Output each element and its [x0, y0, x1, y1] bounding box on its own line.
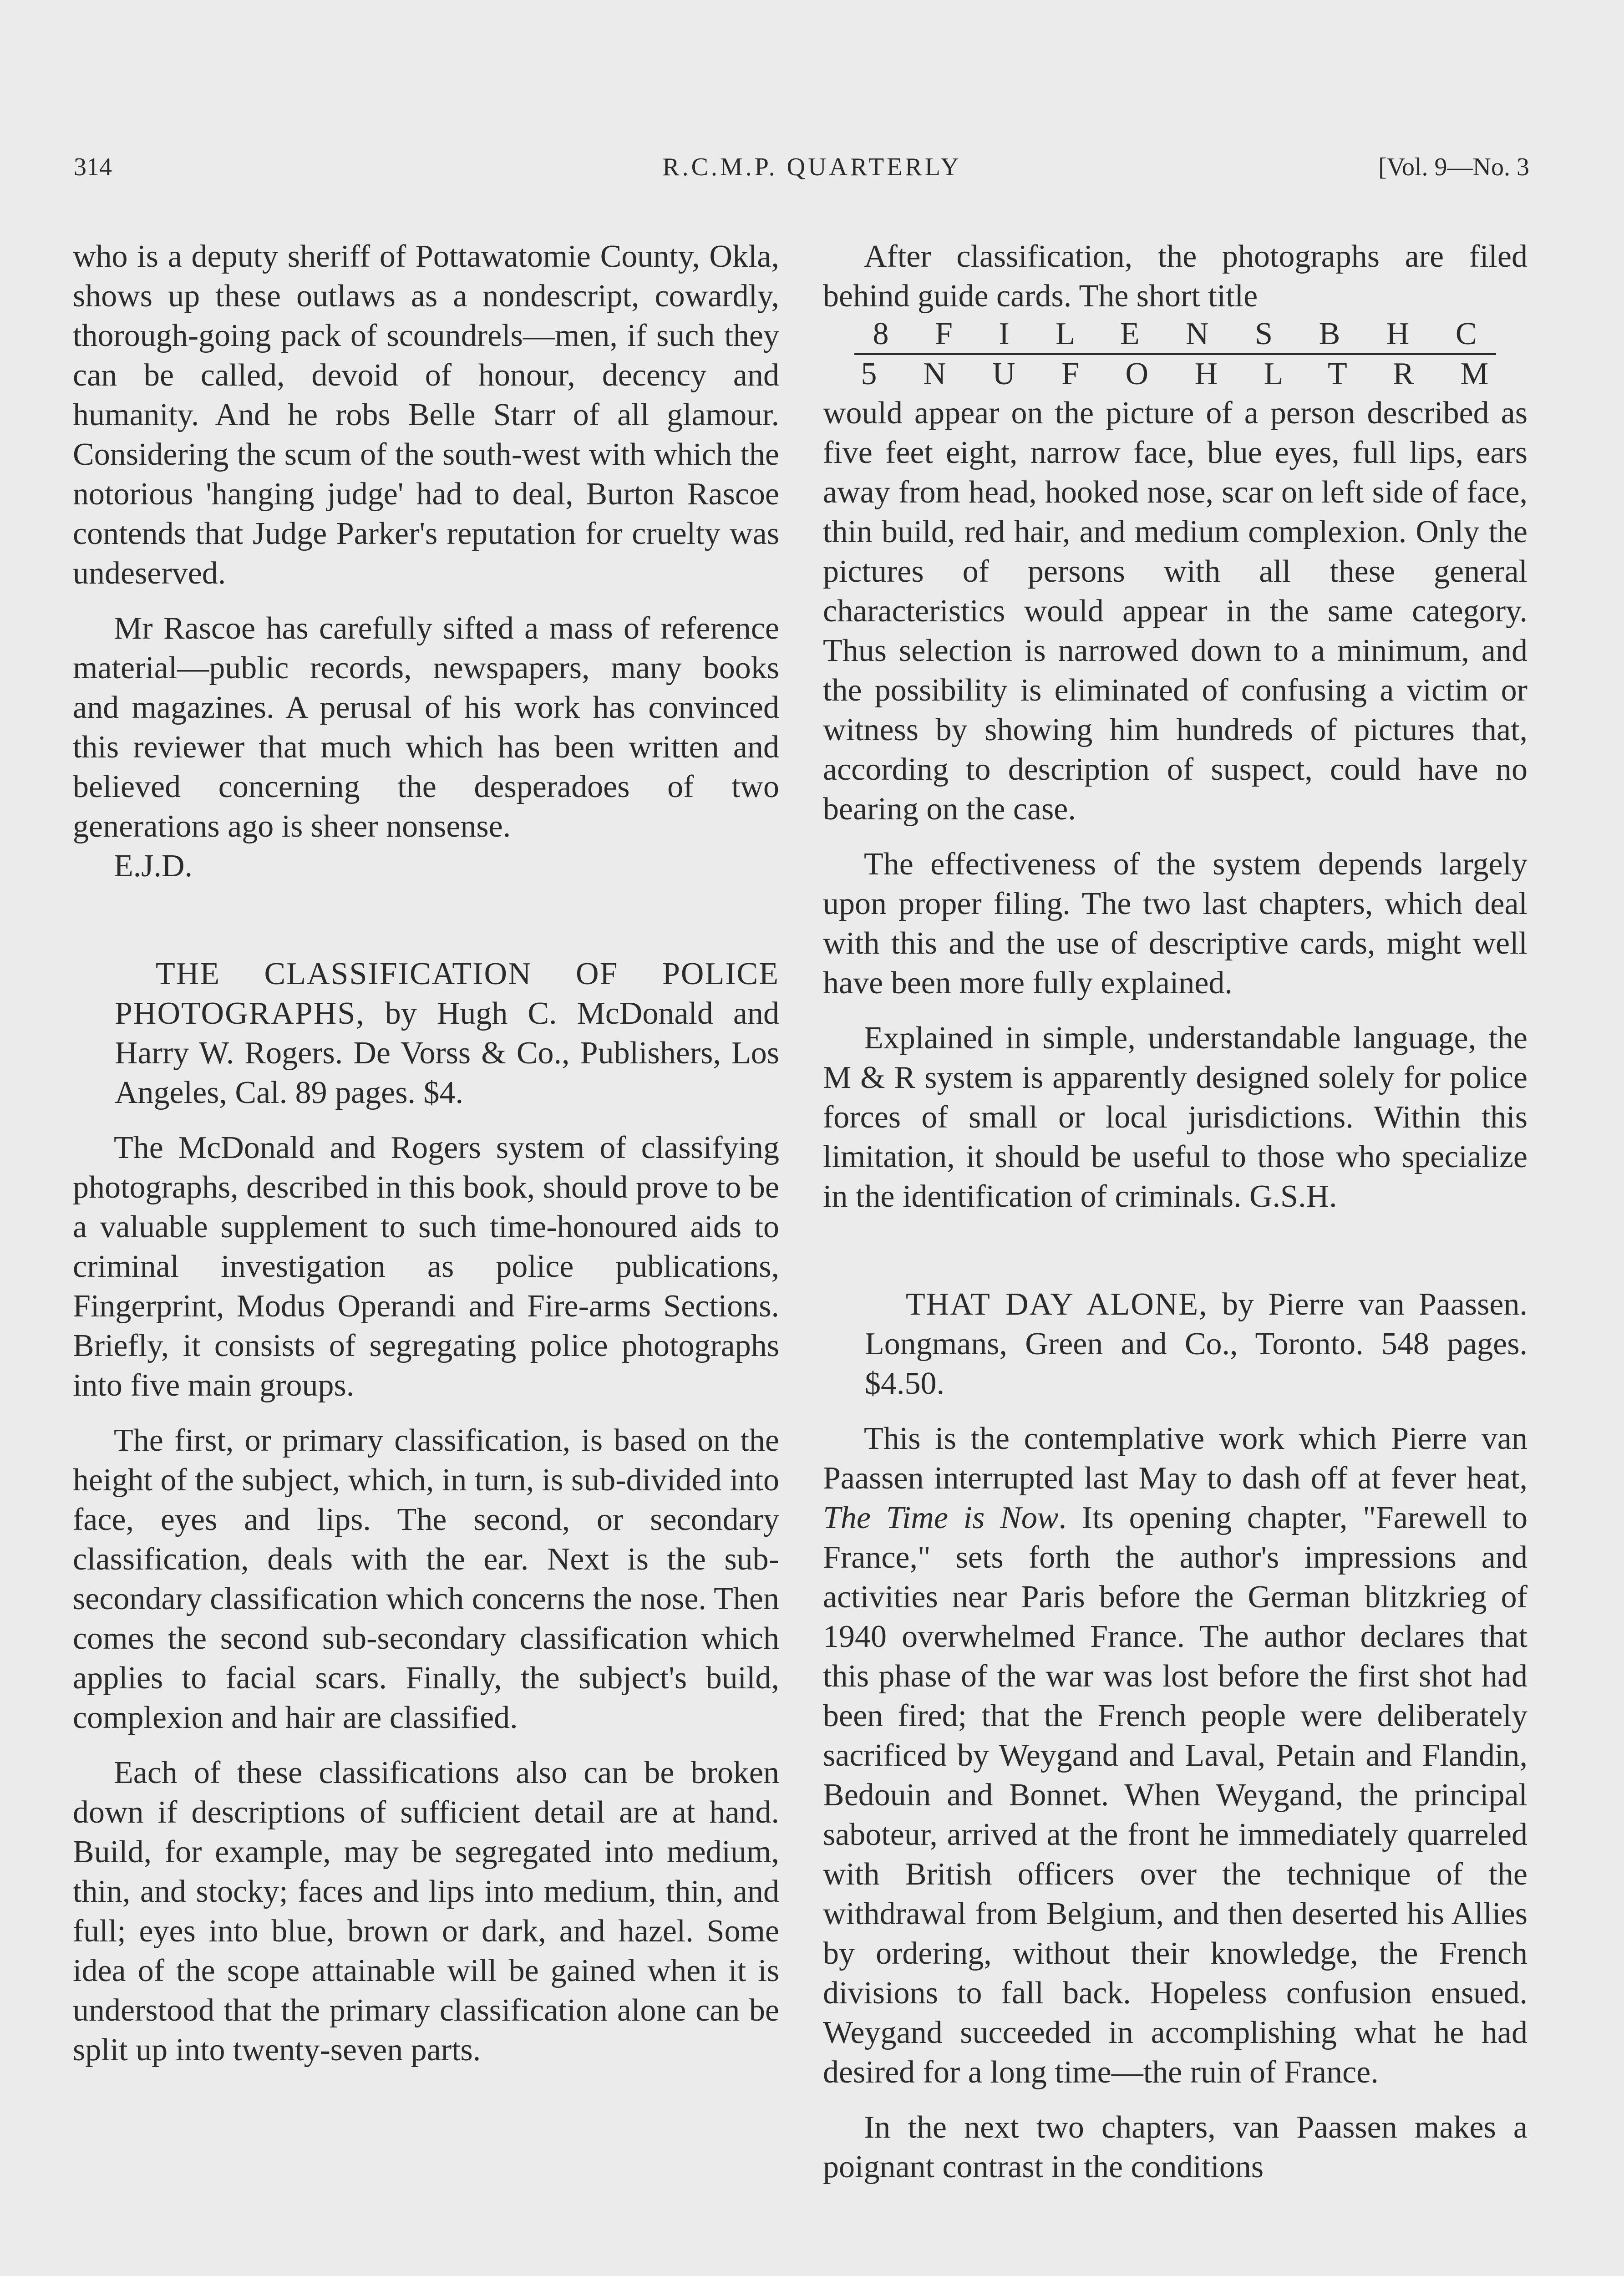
running-head: R.C.M.P. QUARTERLY — [662, 153, 962, 181]
formula-denominator: 5 N U F O H L T R M — [861, 356, 1508, 391]
formula-numerator: 8 F I L E N S B H C — [854, 316, 1496, 355]
book-details: by Pierre van Paassen. Longmans, Green and Co., Toronto. 548 pages. $4.50. — [865, 1287, 1528, 1401]
book-details: by Hugh C. McDonald and Harry W. Rogers. De Vorss & Co., Publishers, Los Angeles, Cal. 89 pages. $4. — [115, 996, 779, 1110]
paragraph: After classification, the photographs are filed behind guide cards. The short title — [823, 239, 1528, 314]
reviewer-signature: E.J.D. — [114, 848, 193, 884]
text-run: . Its opening chapter, "Farewell to France," sets forth the author's impressions and activities near Paris before the German blitzkrieg of 1940 overwhelmed France. The author declares that this phase of the war was lost before the first shot had been fired; that the French people were deliberately sacrificed by Weygand and Laval, Petain and Flandin, Bedouin and Bonnet. When Weygand, the principal saboteur, arrived at the front he immediately quarreled with British officers over the technique of the withdrawal from Belgium, and then deserted his Allies by ordering, without their knowledge, the French divisions to fall back. Hopeless confusion ensued. Weygand succeeded in accomplishing what he had desired for a long time—the ruin of France. — [823, 1500, 1528, 2090]
paragraph: In the next two chapters, van Paassen makes a poignant contrast in the conditions — [823, 2110, 1528, 2185]
book-title: THAT DAY ALONE, — [906, 1287, 1208, 1322]
book-title: THE CLASSIFICATION OF POLICE PHOTOGRAPHS, — [115, 956, 779, 1031]
right-column — [823, 237, 1528, 2187]
page-number: 314 — [74, 153, 112, 181]
paragraph: Each of these classifications also can be broken down if descriptions of sufficient detail are at hand. Build, for example, may be segregated into medium, thin, and stocky; faces and lips into medium, thin, and full; eyes into blue, brown or dark, and hazel. Some idea of the scope attainable will be gained when it is understood that the primary classification alone can be split up into twenty-seven parts. — [73, 1755, 779, 2068]
review-title — [73, 954, 779, 1113]
review-title — [823, 1285, 1528, 1403]
paragraph: The effectiveness of the system depends largely upon proper filing. The two last chapters, which deal with this and the use of descriptive cards, might well have been more fully explained. — [823, 847, 1528, 1001]
volume-issue: [Vol. 9—No. 3 — [1378, 153, 1529, 181]
page-header — [0, 152, 1624, 193]
paragraph — [823, 1419, 1528, 2092]
paragraph: Explained in simple, understandable language, the M & R system is apparently designed solely for police forces of small or local jurisdictions. Within this limitation, it should be useful to those who specialize in the identification of criminals. G.S.H. — [823, 1021, 1528, 1214]
paragraph: Mr Rascoe has carefully sifted a mass of reference material—public records, newspapers, many books and magazines. A perusal of his work has convinced this reviewer that much which has been written and believed concerning the desperadoes of two generations ago is sheer nonsense. — [73, 611, 779, 844]
paragraph: The first, or primary classification, is based on the height of the subject, which, in turn, is sub-divided into face, eyes and lips. The second, or secondary classification, deals with the ear. Next is the sub-secondary classification which concerns the nose. Then comes the second sub-secondary classification which applies to facial scars. Finally, the subject's build, complexion and hair are classified. — [73, 1423, 779, 1735]
text-run: This is the contemplative work which Pierre van Paassen interrupted last May to dash off at fever heat, — [823, 1421, 1528, 1496]
paragraph: who is a deputy sheriff of Pottawatomie County, Okla, shows up these outlaws as a nondescript, cowardly, thorough-going pack of scoundrels—men, if such they can be called, devoid of honour, decency and humanity. And he robs Belle Starr of all glamour. Considering the scum of the south-west with which the notorious 'hanging judge' had to deal, Burton Rascoe contends that Judge Parker's reputation for cruelty was undeserved. — [73, 239, 779, 591]
classification-formula — [823, 316, 1528, 393]
left-column — [73, 237, 779, 2070]
paragraph: would appear on the picture of a person described as five feet eight, narrow face, blue eyes, full lips, ears away from head, hooked nose, scar on left side of face, thin build, red hair, and medium complexion. Only the pictures of persons with all these general characteristics would appear in the same category. Thus selection is narrowed down to a minimum, and the possibility is eliminated of confusing a victim or witness by showing him hundreds of pictures that, according to description of suspect, could have no bearing on the case. — [823, 396, 1528, 827]
paragraph: The McDonald and Rogers system of classifying photographs, described in this book, should prove to be a valuable supplement to such time-honoured aids to criminal investigation as police publications, Fingerprint, Modus Operandi and Fire-arms Sections. Briefly, it consists of segregating police photographs into five main groups. — [73, 1130, 779, 1403]
book-title-italic: The Time is Now — [823, 1500, 1059, 1535]
